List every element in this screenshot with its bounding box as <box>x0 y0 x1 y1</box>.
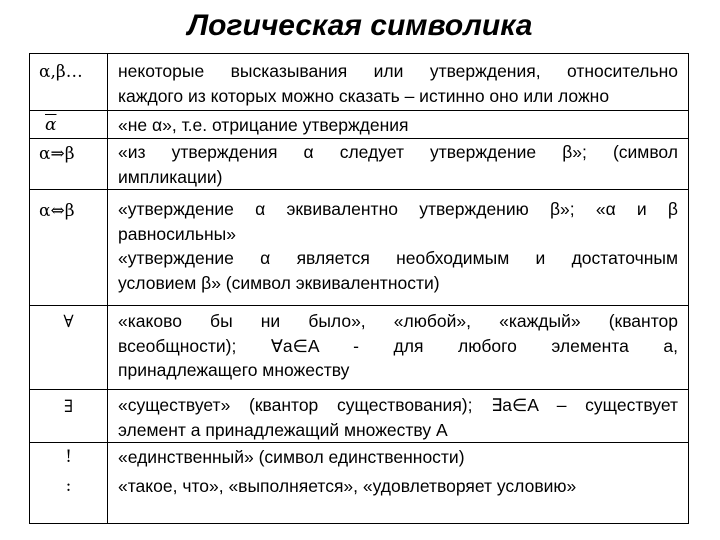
description-line: «утверждение α является необходимым и достаточным <box>118 248 678 268</box>
table-row <box>30 305 688 389</box>
description-line: «каково бы ни было», «любой», «каждый» (квантор <box>118 311 678 331</box>
description-line: «существует» (квантор существования); ∃a∈A – существует <box>118 395 678 415</box>
symbol-cell: : <box>65 476 72 496</box>
description-cell <box>118 197 678 295</box>
symbol-cell: α⇔β <box>39 201 75 221</box>
table-row <box>30 442 688 471</box>
table-row <box>30 138 688 189</box>
negation-symbol: $\overline{\alpha}$ <box>45 115 57 135</box>
table-row <box>30 110 688 138</box>
table-row <box>30 389 688 442</box>
symbol-cell: ! <box>65 447 72 467</box>
page-title: Логическая символика <box>187 9 533 42</box>
description-line: импликации) <box>118 166 223 187</box>
description-cell <box>118 474 678 499</box>
description-line: «утверждение α эквивалентно утверждению β»; «α и β <box>118 199 678 219</box>
symbol-cell: α⇒β <box>39 144 75 164</box>
description-line: принадлежащего множеству <box>118 360 350 380</box>
symbol-cell: ∀ <box>63 312 74 332</box>
symbol-table <box>29 53 689 524</box>
description-line: каждого из которых можно сказать – истинно оно или ложно <box>118 85 610 106</box>
table-row <box>30 54 688 110</box>
description-cell <box>118 59 678 108</box>
description-cell <box>118 113 678 138</box>
description-line: равносильны» <box>118 223 236 244</box>
description-line: «такое, что», «выполняется», «удовлетворяет условию» <box>118 476 577 496</box>
description-line: «не α», т.е. отрицание утверждения <box>118 115 409 135</box>
symbol-cell <box>30 113 107 137</box>
symbol-cell: ∃ <box>63 397 74 417</box>
description-line: «из утверждения α следует утверждение β»; (символ <box>118 142 678 162</box>
table-row <box>30 471 688 523</box>
description-cell <box>118 445 678 470</box>
table-row <box>30 189 688 305</box>
description-line: «единственный» (символ единственности) <box>118 447 465 467</box>
description-line: условием β» (символ эквивалентности) <box>118 272 440 293</box>
description-line: элемент a принадлежащий множеству А <box>118 419 448 440</box>
description-line: некоторые высказывания или утверждения, относительно <box>118 61 678 81</box>
description-line: всеобщности); ∀a∈A - для любого элемента a, <box>118 335 678 356</box>
description-cell <box>118 393 678 442</box>
description-cell <box>118 309 678 383</box>
symbol-cell: α,β… <box>39 62 83 82</box>
description-cell <box>118 140 678 189</box>
